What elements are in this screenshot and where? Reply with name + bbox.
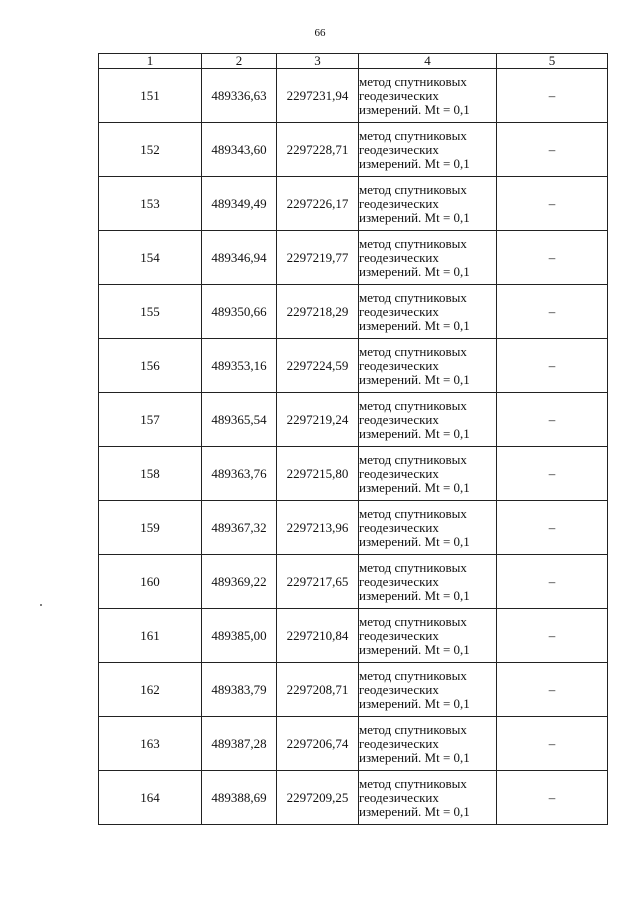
note-cell: – (497, 555, 608, 609)
method-cell: метод спутниковых геодезических измерений. Mt = 0,1 (359, 177, 497, 231)
x-coordinate-cell: 489388,69 (202, 771, 277, 825)
y-coordinate-cell: 2297219,24 (277, 393, 359, 447)
method-cell: метод спутниковых геодезических измерений. Mt = 0,1 (359, 555, 497, 609)
y-coordinate-cell: 2297209,25 (277, 771, 359, 825)
x-coordinate-cell: 489387,28 (202, 717, 277, 771)
table-row (99, 231, 608, 285)
y-coordinate-cell: 2297213,96 (277, 501, 359, 555)
point-number-cell: 156 (99, 339, 202, 393)
point-number-cell: 163 (99, 717, 202, 771)
x-coordinate-cell: 489346,94 (202, 231, 277, 285)
method-cell: метод спутниковых геодезических измерений. Mt = 0,1 (359, 609, 497, 663)
method-cell: метод спутниковых геодезических измерений. Mt = 0,1 (359, 501, 497, 555)
point-number-cell: 160 (99, 555, 202, 609)
point-number-cell: 164 (99, 771, 202, 825)
point-number-cell: 161 (99, 609, 202, 663)
table-row (99, 609, 608, 663)
x-coordinate-cell: 489363,76 (202, 447, 277, 501)
note-cell: – (497, 177, 608, 231)
note-cell: – (497, 123, 608, 177)
x-coordinate-cell: 489336,63 (202, 69, 277, 123)
note-cell: – (497, 231, 608, 285)
table-row (99, 69, 608, 123)
method-cell: метод спутниковых геодезических измерений. Mt = 0,1 (359, 447, 497, 501)
note-cell: – (497, 717, 608, 771)
point-number-cell: 155 (99, 285, 202, 339)
x-coordinate-cell: 489350,66 (202, 285, 277, 339)
y-coordinate-cell: 2297208,71 (277, 663, 359, 717)
x-coordinate-cell: 489349,49 (202, 177, 277, 231)
table-row (99, 123, 608, 177)
table-row (99, 501, 608, 555)
x-coordinate-cell: 489365,54 (202, 393, 277, 447)
table-row (99, 717, 608, 771)
scan-artifact-dot (40, 604, 42, 606)
method-cell: метод спутниковых геодезических измерений. Mt = 0,1 (359, 285, 497, 339)
column-header-1: 1 (99, 54, 202, 69)
column-header-5: 5 (497, 54, 608, 69)
page-number: 66 (314, 27, 326, 39)
y-coordinate-cell: 2297231,94 (277, 69, 359, 123)
x-coordinate-cell: 489383,79 (202, 663, 277, 717)
note-cell: – (497, 447, 608, 501)
x-coordinate-cell: 489353,16 (202, 339, 277, 393)
table-row (99, 393, 608, 447)
note-cell: – (497, 501, 608, 555)
point-number-cell: 162 (99, 663, 202, 717)
note-cell: – (497, 609, 608, 663)
y-coordinate-cell: 2297226,17 (277, 177, 359, 231)
note-cell: – (497, 69, 608, 123)
table-row (99, 285, 608, 339)
column-header-2: 2 (202, 54, 277, 69)
column-header-4: 4 (359, 54, 497, 69)
method-cell: метод спутниковых геодезических измерений. Mt = 0,1 (359, 771, 497, 825)
table-row (99, 771, 608, 825)
y-coordinate-cell: 2297217,65 (277, 555, 359, 609)
column-header-3: 3 (277, 54, 359, 69)
note-cell: – (497, 393, 608, 447)
y-coordinate-cell: 2297224,59 (277, 339, 359, 393)
table-row (99, 339, 608, 393)
x-coordinate-cell: 489385,00 (202, 609, 277, 663)
method-cell: метод спутниковых геодезических измерений. Mt = 0,1 (359, 69, 497, 123)
y-coordinate-cell: 2297215,80 (277, 447, 359, 501)
y-coordinate-cell: 2297206,74 (277, 717, 359, 771)
table-row (99, 663, 608, 717)
table-header-row (99, 54, 608, 69)
x-coordinate-cell: 489343,60 (202, 123, 277, 177)
table-row (99, 555, 608, 609)
point-number-cell: 151 (99, 69, 202, 123)
coordinates-table (98, 53, 608, 825)
table-row (99, 177, 608, 231)
y-coordinate-cell: 2297228,71 (277, 123, 359, 177)
point-number-cell: 152 (99, 123, 202, 177)
method-cell: метод спутниковых геодезических измерений. Mt = 0,1 (359, 393, 497, 447)
note-cell: – (497, 285, 608, 339)
y-coordinate-cell: 2297210,84 (277, 609, 359, 663)
table-row (99, 447, 608, 501)
note-cell: – (497, 663, 608, 717)
method-cell: метод спутниковых геодезических измерений. Mt = 0,1 (359, 231, 497, 285)
method-cell: метод спутниковых геодезических измерений. Mt = 0,1 (359, 717, 497, 771)
y-coordinate-cell: 2297218,29 (277, 285, 359, 339)
method-cell: метод спутниковых геодезических измерений. Mt = 0,1 (359, 663, 497, 717)
note-cell: – (497, 771, 608, 825)
point-number-cell: 159 (99, 501, 202, 555)
note-cell: – (497, 339, 608, 393)
method-cell: метод спутниковых геодезических измерений. Mt = 0,1 (359, 123, 497, 177)
x-coordinate-cell: 489367,32 (202, 501, 277, 555)
point-number-cell: 154 (99, 231, 202, 285)
method-cell: метод спутниковых геодезических измерений. Mt = 0,1 (359, 339, 497, 393)
point-number-cell: 158 (99, 447, 202, 501)
x-coordinate-cell: 489369,22 (202, 555, 277, 609)
point-number-cell: 157 (99, 393, 202, 447)
y-coordinate-cell: 2297219,77 (277, 231, 359, 285)
point-number-cell: 153 (99, 177, 202, 231)
